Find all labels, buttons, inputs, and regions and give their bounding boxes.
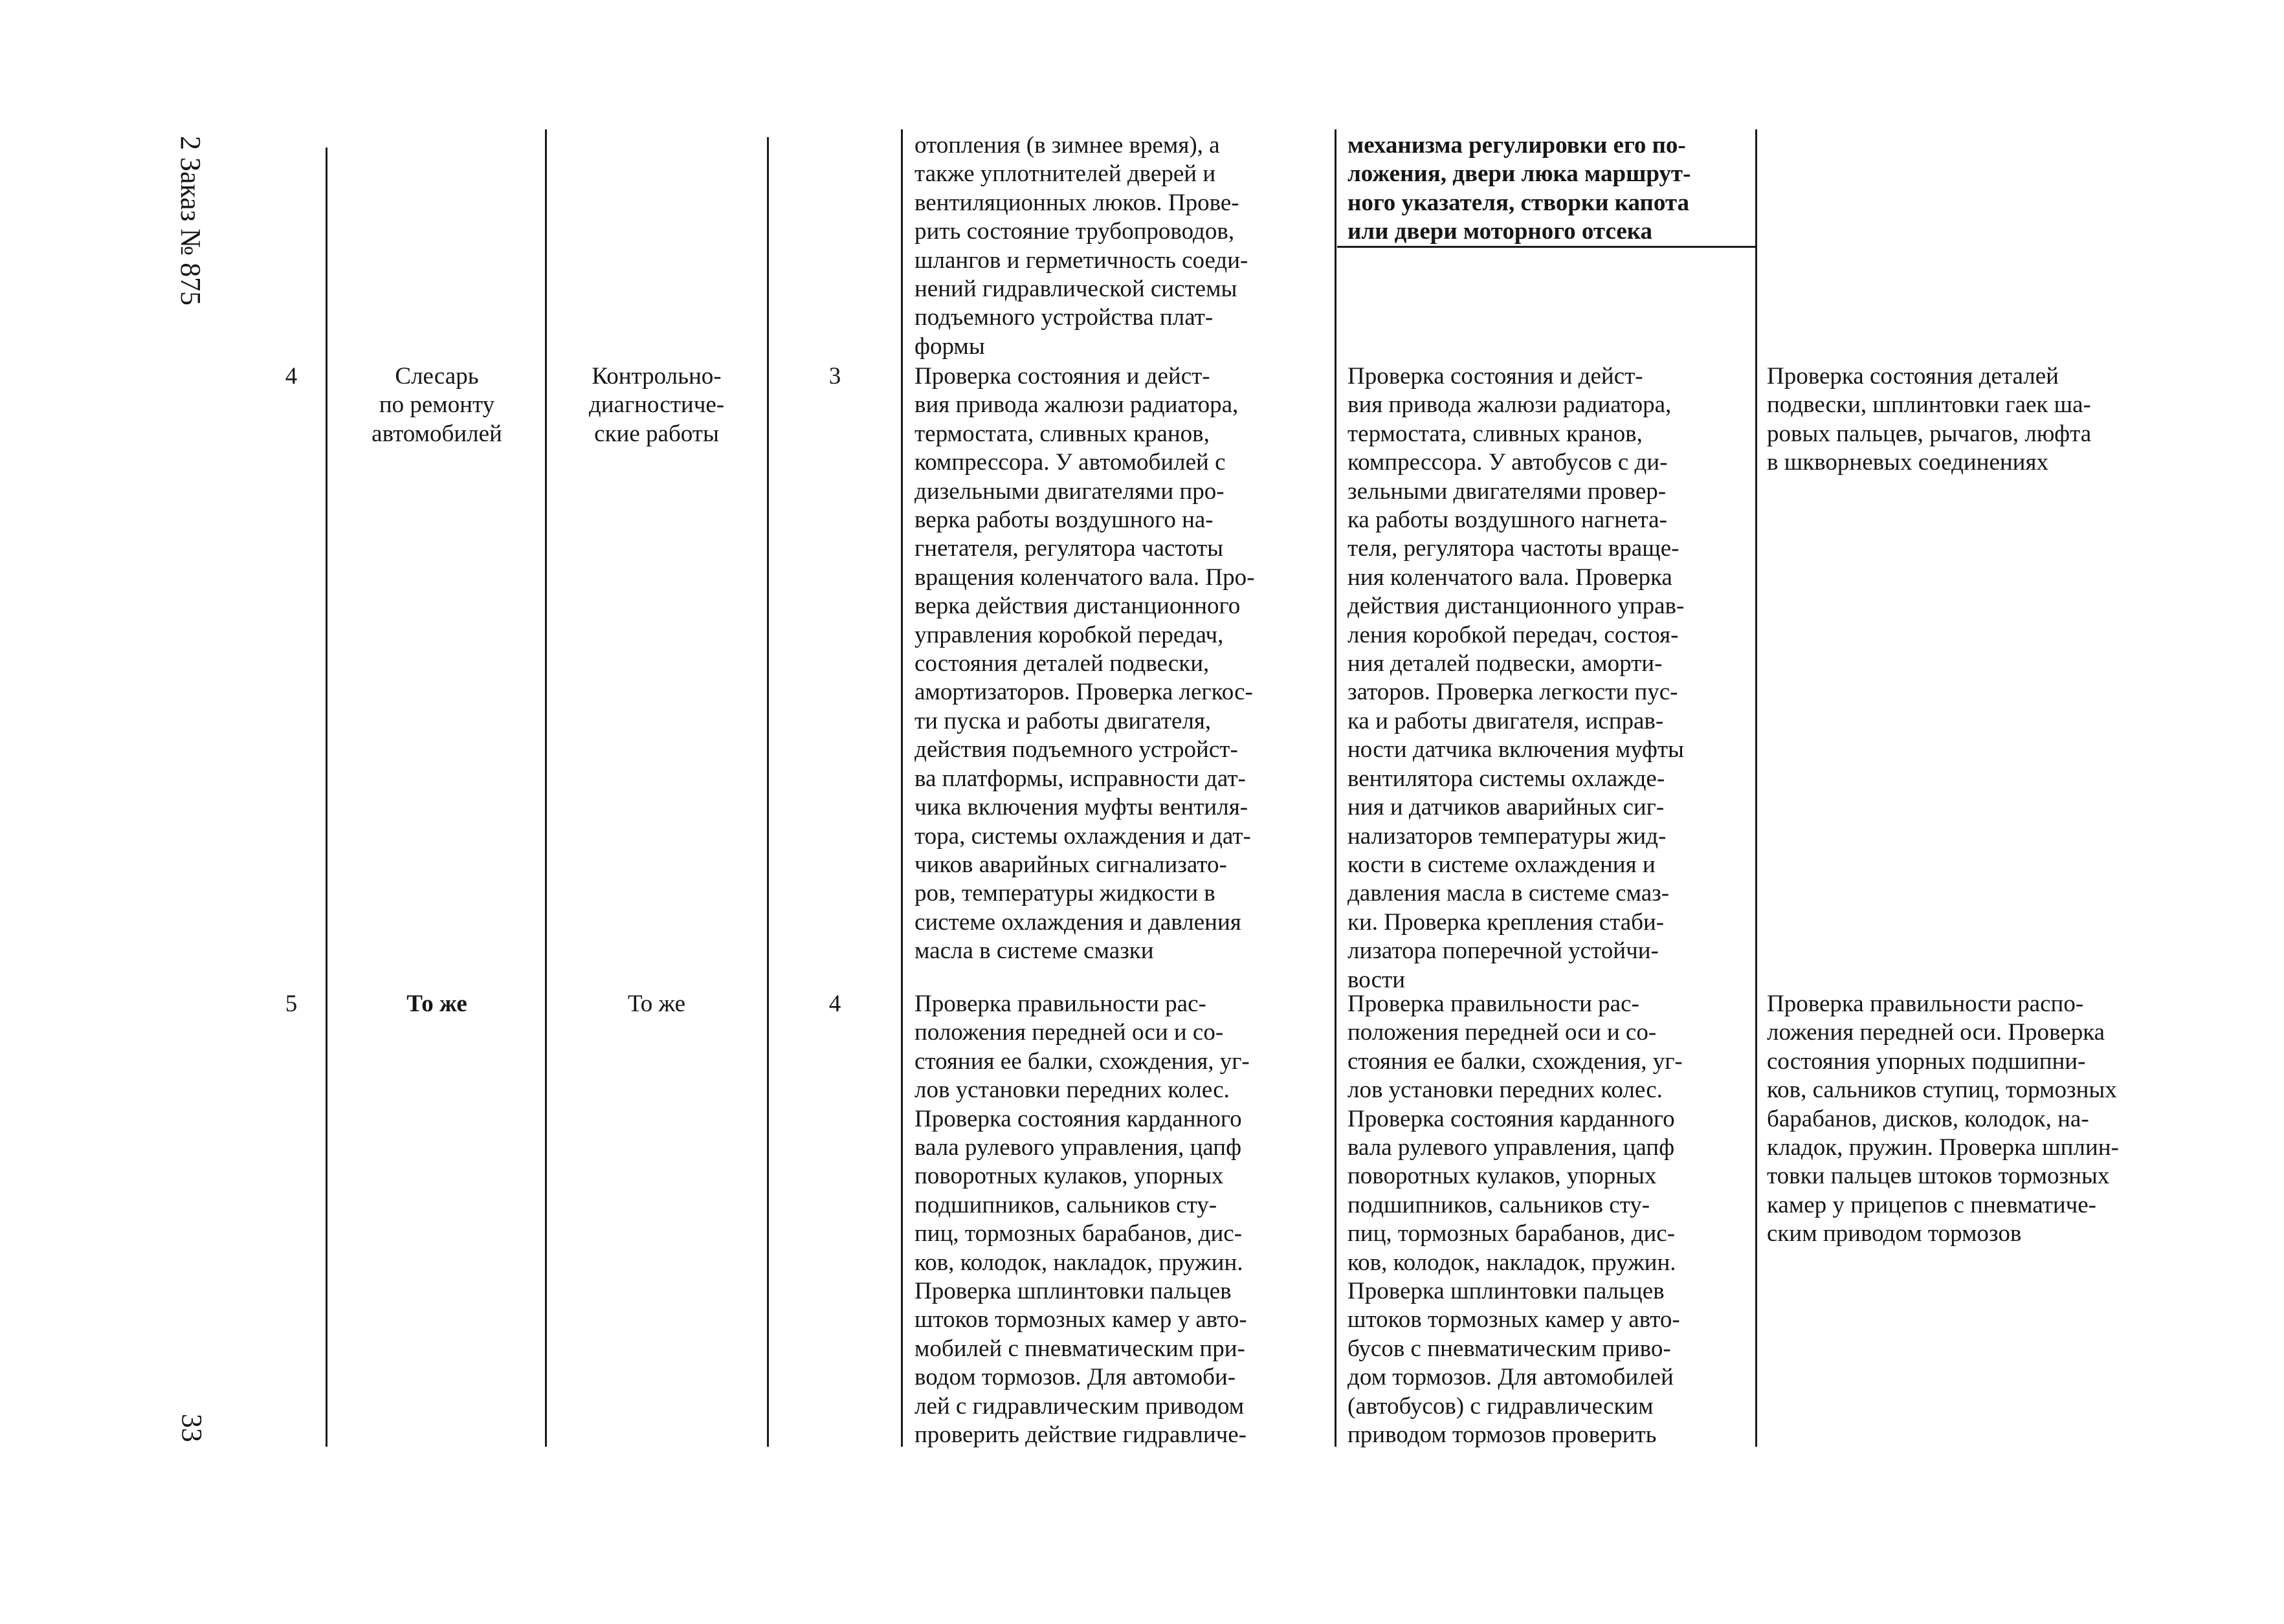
- text-line: ским приводом тормозов: [1767, 1220, 2022, 1247]
- text-line: ки. Проверка крепления стаби-: [1347, 908, 1665, 936]
- text-line: положения передней оси и со-: [1347, 1019, 1657, 1046]
- text-line: лов установки передних колес.: [1347, 1077, 1663, 1104]
- column-divider-4: [901, 129, 903, 1447]
- text-line: вала рулевого управления, цапф: [915, 1134, 1242, 1161]
- text-line: дизельными двигателями про-: [915, 477, 1225, 505]
- row-4-number: 4: [285, 363, 298, 390]
- text-line: поворотных кулаков, упорных: [1347, 1163, 1657, 1190]
- text-line: подшипников, сальников сту-: [1347, 1191, 1650, 1218]
- text-line: Проверка состояния карданного: [915, 1105, 1242, 1132]
- text-line: механизма регулировки его по-: [1347, 132, 1686, 159]
- text-line: ров, температуры жидкости в: [915, 880, 1215, 907]
- text-line: амортизаторов. Проверка легкос-: [915, 679, 1253, 706]
- page-number: 33: [176, 1414, 208, 1442]
- text-line: кости в системе охлаждения и: [1347, 851, 1656, 878]
- text-line: ков, колодок, накладок, пружин.: [915, 1249, 1243, 1276]
- row-4-worker: [333, 362, 540, 448]
- row-5-col7-text: [1767, 990, 2188, 1249]
- text-line: пиц, тормозных барабанов, дис-: [1347, 1220, 1676, 1247]
- row-4-work-type: [551, 362, 762, 448]
- text-line: вия привода жалюзи радиатора,: [915, 391, 1239, 419]
- column-divider-3: [767, 137, 769, 1447]
- text-line: верка действия дистанционного: [915, 593, 1241, 620]
- row-5-col5-text: [915, 990, 1324, 1450]
- text-line: чиков аварийных сигнализато-: [915, 851, 1227, 878]
- row-5-worker: [333, 990, 540, 1018]
- text-line: диагностиче-: [588, 391, 725, 419]
- text-line: Проверка состояния карданного: [1347, 1105, 1675, 1132]
- text-line: по ремонту: [379, 391, 495, 419]
- text-line: дом тормозов. Для автомобилей: [1347, 1364, 1674, 1391]
- text-line: действия дистанционного управ-: [1347, 593, 1685, 620]
- text-line: пиц, тормозных барабанов, дис-: [915, 1220, 1243, 1247]
- text-line: ков, колодок, накладок, пружин.: [1347, 1249, 1676, 1276]
- text-line: ния и датчиков аварийных сиг-: [1347, 794, 1665, 821]
- text-line: поворотных кулаков, упорных: [915, 1163, 1224, 1190]
- text-line: То же: [406, 991, 467, 1017]
- text-line: ва платформы, исправности дат-: [915, 765, 1246, 792]
- text-line: приводом тормозов проверить: [1347, 1421, 1657, 1449]
- text-line: также уплотнителей дверей и: [915, 160, 1216, 188]
- text-line: термостата, сливных кранов,: [915, 420, 1210, 447]
- text-line: барабанов, дисков, колодок, на-: [1767, 1105, 2089, 1132]
- text-line: системе охлаждения и давления: [915, 908, 1241, 936]
- text-line: состояния упорных подшипни-: [1767, 1048, 2086, 1075]
- text-line: ка работы воздушного нагнета-: [1347, 507, 1667, 534]
- text-line: штоков тормозных камер у авто-: [1347, 1306, 1680, 1333]
- text-line: стояния ее балки, схождения, уг-: [915, 1048, 1250, 1075]
- text-line: ровых пальцев, рычагов, люфта: [1767, 420, 2092, 447]
- text-line: вия привода жалюзи радиатора,: [1347, 391, 1672, 419]
- text-line: Проверка шплинтовки пальцев: [1347, 1278, 1665, 1305]
- text-line: подвески, шплинтовки гаек ша-: [1767, 391, 2091, 419]
- text-line: Слесарь: [395, 363, 479, 390]
- text-line: Проверка состояния и дейст-: [1347, 363, 1643, 390]
- row-5-number: 5: [285, 991, 298, 1017]
- text-line: ложения передней оси. Проверка: [1767, 1019, 2105, 1046]
- column-divider-1: [326, 148, 327, 1447]
- text-line: ков, сальников ступиц, тормозных: [1767, 1077, 2117, 1104]
- text-line: подъемного устройства плат-: [915, 304, 1214, 331]
- text-line: положения передней оси и со-: [915, 1019, 1224, 1046]
- text-line: лей с гидравлическим приводом: [915, 1392, 1245, 1420]
- text-line: Контрольно-: [592, 363, 722, 390]
- text-line: Проверка правильности распо-: [1767, 991, 2084, 1017]
- text-line: рить состояние трубопроводов,: [915, 218, 1235, 245]
- text-line: ного указателя, створки капота: [1347, 189, 1690, 216]
- text-line: То же: [627, 991, 686, 1017]
- text-line: ка и работы двигателя, исправ-: [1347, 707, 1664, 734]
- text-line: управления коробкой передач,: [915, 621, 1224, 648]
- text-line: ложения, двери люка маршрут-: [1347, 160, 1691, 188]
- text-line: состояния деталей подвески,: [915, 650, 1210, 677]
- text-line: вости: [1347, 966, 1406, 993]
- text-line: вентилятора системы охлажде-: [1347, 765, 1665, 792]
- text-line: стояния ее балки, схождения, уг-: [1347, 1048, 1683, 1075]
- text-line: термостата, сливных кранов,: [1347, 420, 1643, 447]
- text-line: вентиляционных люков. Прове-: [915, 189, 1239, 216]
- text-line: гнетателя, регулятора частоты: [915, 535, 1224, 562]
- row-5-work-type: [551, 990, 762, 1018]
- text-line: тора, системы охлаждения и дат-: [915, 822, 1251, 850]
- text-line: ти пуска и работы двигателя,: [915, 707, 1212, 734]
- text-line: товки пальцев штоков тормозных: [1767, 1163, 2110, 1190]
- text-line: отопления (в зимнее время), а: [915, 132, 1220, 159]
- text-line: шлангов и герметичность соеди-: [915, 247, 1248, 274]
- text-line: мобилей с пневматическим при-: [915, 1335, 1245, 1362]
- text-line: нений гидравлической системы: [915, 276, 1237, 303]
- text-line: или двери моторного отсека: [1347, 218, 1653, 245]
- text-line: масла в системе смазки: [915, 938, 1154, 965]
- text-line: ские работы: [594, 420, 719, 447]
- text-line: вала рулевого управления, цапф: [1347, 1134, 1675, 1161]
- text-line: нализаторов температуры жид-: [1347, 822, 1667, 850]
- text-line: ния деталей подвески, аморти-: [1347, 650, 1663, 677]
- text-line: автомобилей: [371, 420, 502, 447]
- column-divider-5: [1335, 129, 1336, 1447]
- text-line: Проверка шплинтовки пальцев: [915, 1278, 1232, 1305]
- text-line: вращения коленчатого вала. Про-: [915, 564, 1255, 591]
- column-divider-6: [1755, 129, 1757, 1447]
- text-line: проверить действие гидравличе-: [915, 1421, 1247, 1449]
- text-line: заторов. Проверка легкости пус-: [1347, 679, 1678, 706]
- text-line: компрессора. У автомобилей с: [915, 449, 1226, 476]
- text-line: формы: [915, 333, 985, 360]
- text-line: Проверка правильности рас-: [915, 991, 1206, 1017]
- text-line: лов установки передних колес.: [915, 1077, 1230, 1104]
- text-line: давления масла в системе смаз-: [1347, 880, 1670, 907]
- text-line: Проверка состояния и дейст-: [915, 363, 1210, 390]
- text-line: Проверка правильности рас-: [1347, 991, 1639, 1017]
- text-line: подшипников, сальников сту-: [915, 1191, 1217, 1218]
- row-4-col6-text: [1347, 362, 1747, 994]
- text-line: штоков тормозных камер у авто-: [915, 1306, 1247, 1333]
- text-line: в шкворневых соединениях: [1767, 449, 2048, 476]
- text-line: (автобусов) с гидравлическим: [1347, 1392, 1654, 1420]
- text-line: верка работы воздушного на-: [915, 507, 1214, 534]
- text-line: водом тормозов. Для автомоби-: [915, 1364, 1236, 1391]
- text-line: бусов с пневматическим приво-: [1347, 1335, 1671, 1362]
- text-line: зельными двигателями провер-: [1347, 477, 1667, 505]
- text-line: камер у прицепов с пневматиче-: [1767, 1191, 2097, 1218]
- order-number-side-label: 2 Заказ № 875: [175, 136, 206, 306]
- top-row-col5-text: [915, 131, 1324, 361]
- text-line: теля, регулятора частоты враще-: [1347, 535, 1680, 562]
- column-divider-2: [545, 129, 547, 1447]
- text-line: кладок, пружин. Проверка шплин-: [1767, 1134, 2119, 1161]
- row-4-category: 3: [828, 363, 841, 390]
- text-line: действия подъемного устройст-: [915, 736, 1238, 763]
- row-5-col6-text: [1347, 990, 1747, 1450]
- text-line: чика включения муфты вентиля-: [915, 794, 1248, 821]
- text-line: лизатора поперечной устойчи-: [1347, 938, 1659, 965]
- text-line: ния коленчатого вала. Проверка: [1347, 564, 1672, 591]
- text-line: компрессора. У автобусов с ди-: [1347, 449, 1668, 476]
- top-row-col6-text: [1347, 131, 1747, 247]
- row-4-col7-text: [1767, 362, 2188, 477]
- text-line: ления коробкой передач, состоя-: [1347, 621, 1679, 648]
- row-5-category: 4: [828, 991, 841, 1017]
- row-4-col5-text: [915, 362, 1324, 966]
- text-line: Проверка состояния деталей: [1767, 363, 2059, 390]
- text-line: ности датчика включения муфты: [1347, 736, 1684, 763]
